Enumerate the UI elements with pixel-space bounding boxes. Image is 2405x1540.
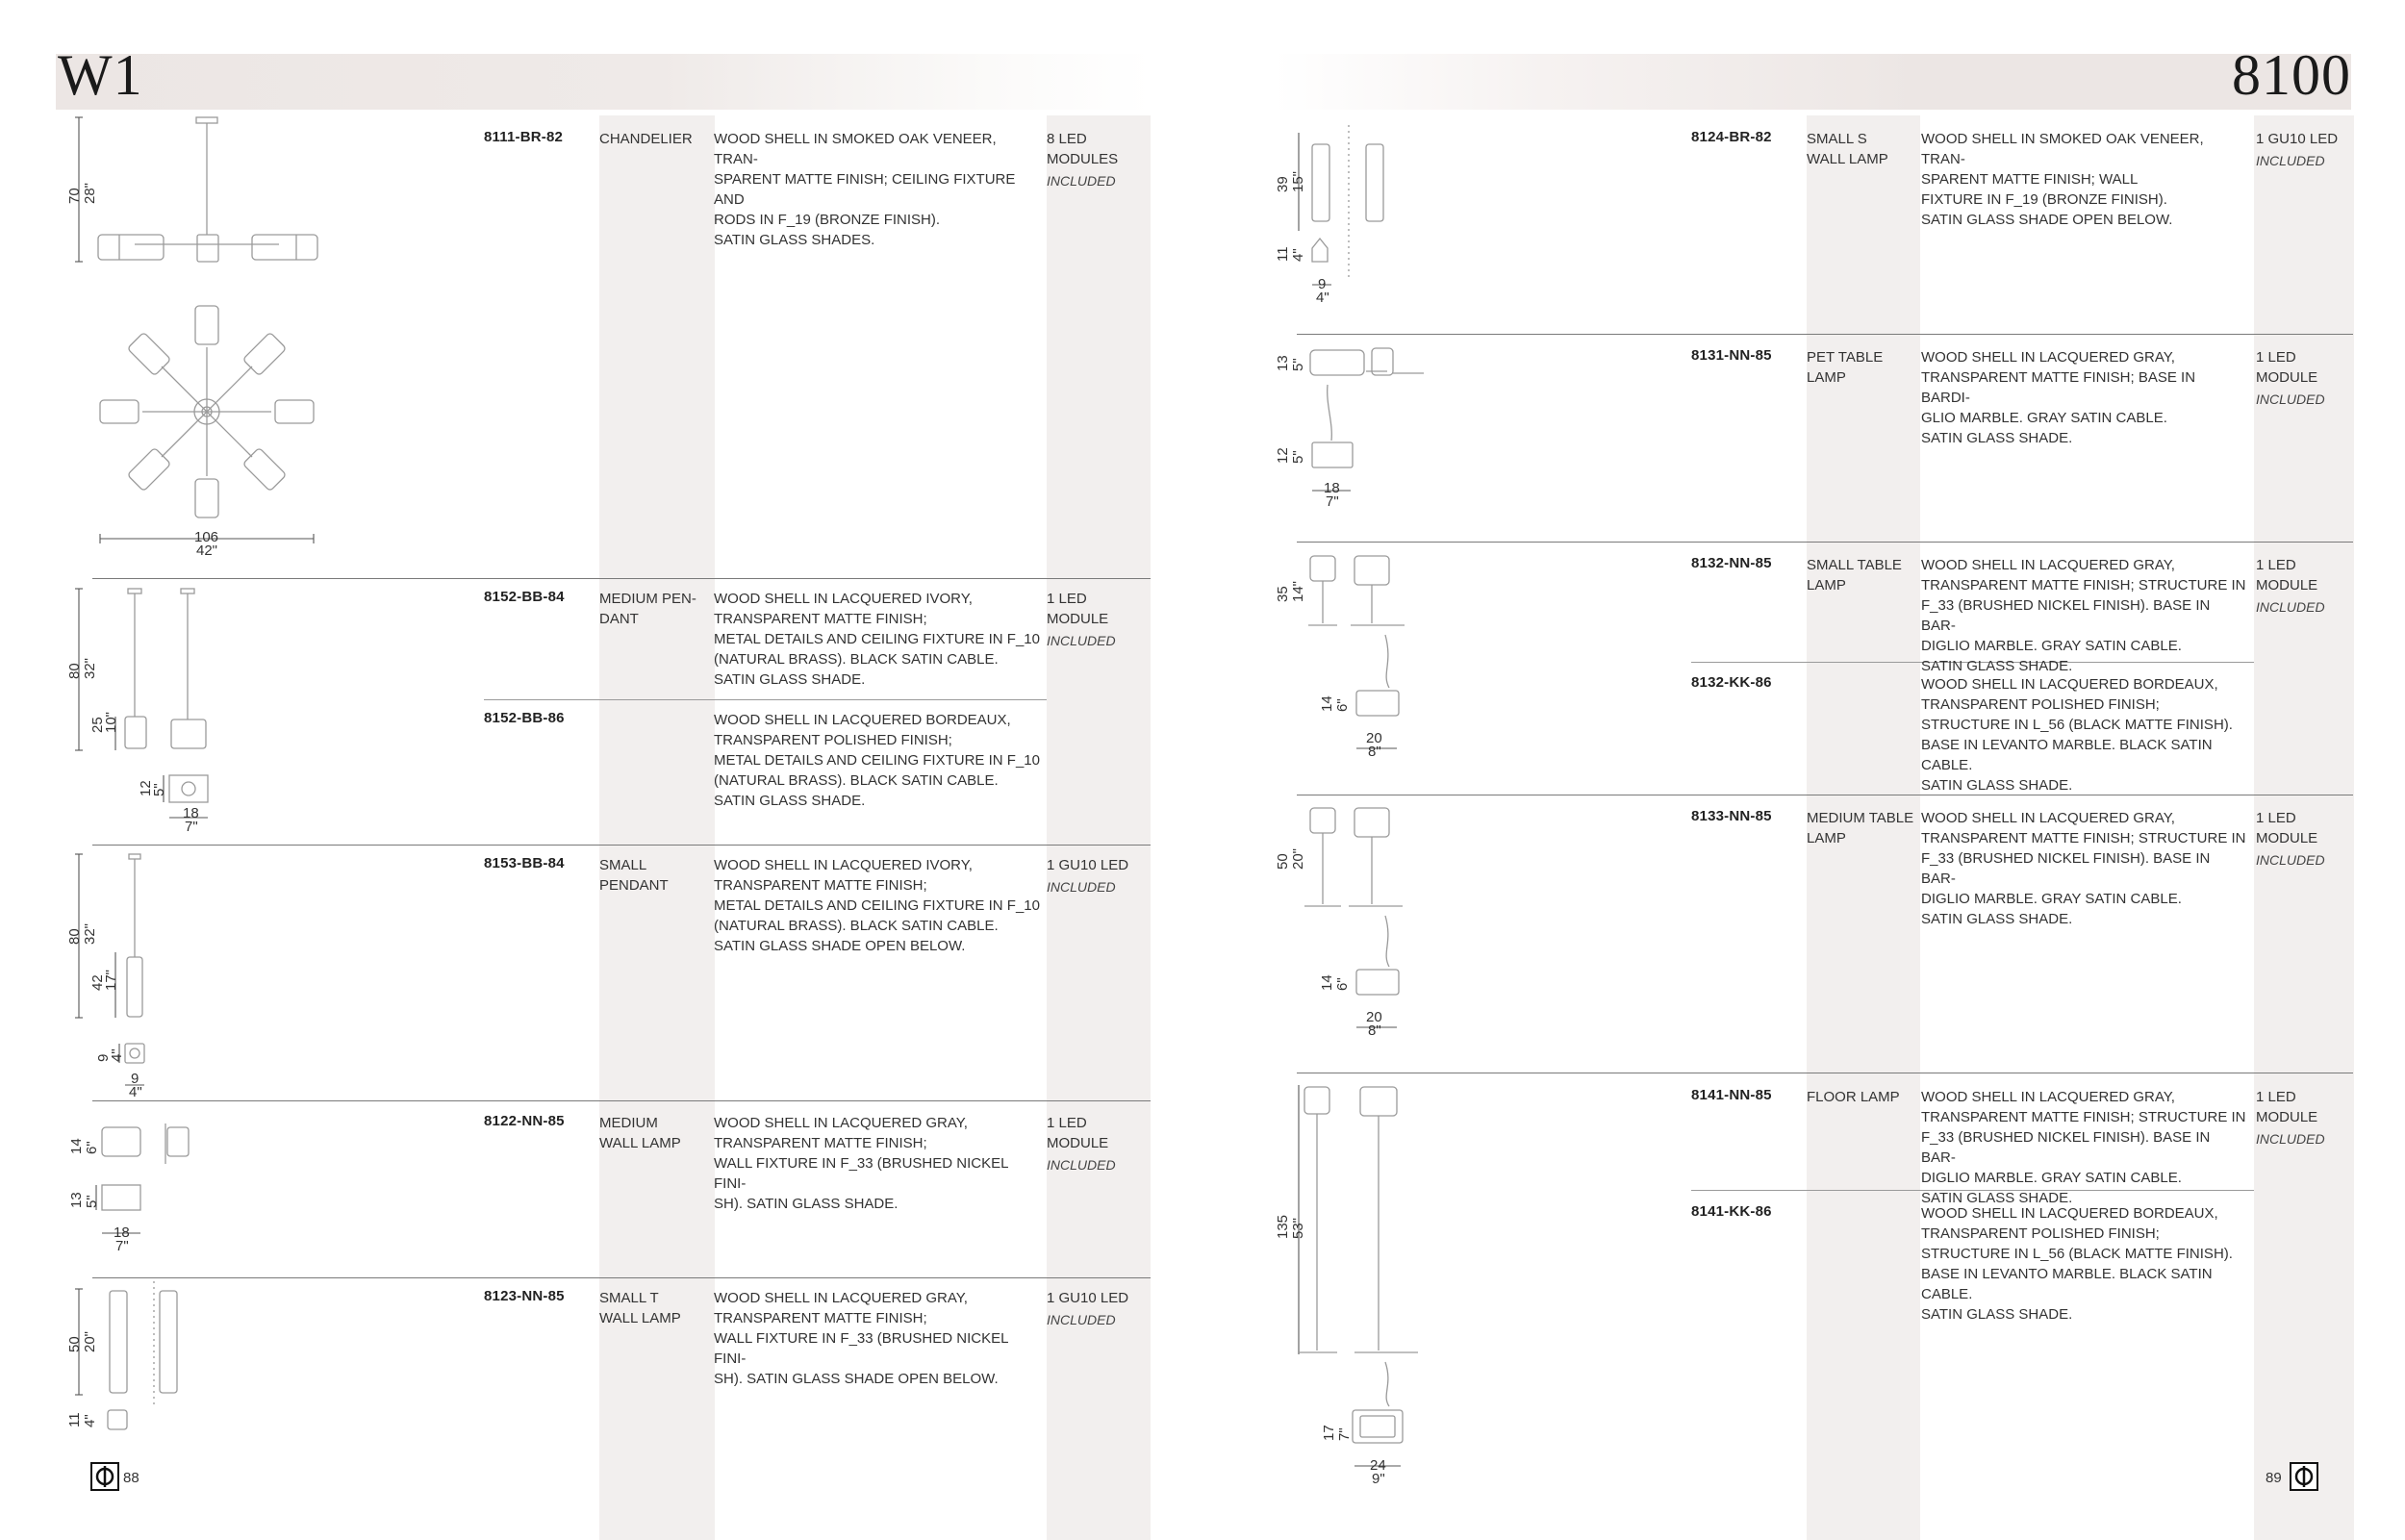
product-name: SMALL T WALL LAMP — [599, 1290, 681, 1326]
dim-chandelier-height-in: 28" — [82, 182, 98, 204]
page-number-right: 89 — [2266, 1470, 2282, 1486]
product-code: 8124-BR-82 — [1691, 129, 1772, 145]
dim-floor-h-in: 53" — [1290, 1217, 1306, 1239]
product-description: WOOD SHELL IN LACQUERED GRAY, TRANSPARENT MATTE FINISH; BASE IN BARDI- GLIO MARBLE. GRAY SATIN CABLE. SATIN GLASS SHADE. — [1921, 349, 2196, 446]
dim-small-t-wall-d-in: 4" — [82, 1414, 98, 1427]
dim-small-pendant-height: 80 — [66, 928, 83, 945]
product-code: 8122-NN-85 — [484, 1113, 565, 1129]
included-note: INCLUDED — [1047, 879, 1116, 895]
included-note: INCLUDED — [1047, 173, 1116, 189]
dim-medium-table-h: 50 — [1275, 853, 1291, 870]
light-source: 1 GU10 LED INCLUDED — [1047, 1288, 1147, 1330]
included-note: INCLUDED — [2256, 1131, 2325, 1147]
dim-medium-pendant-canopy-w-in: 7" — [185, 819, 198, 835]
dim-small-s-wall-d: 11 — [1275, 246, 1291, 262]
product-description: WOOD SHELL IN LACQUERED GRAY, TRANSPARENT MATTE FINISH; WALL FIXTURE IN F_33 (BRUSHED NICKEL FINI- SH). SATIN GLASS SHADE OPEN BELOW. — [714, 1290, 1008, 1387]
product-code: 8123-NN-85 — [484, 1288, 565, 1304]
product-name: FLOOR LAMP — [1807, 1089, 1900, 1105]
light-source: 1 LED MODULE INCLUDED — [2256, 555, 2356, 618]
included-note: INCLUDED — [2256, 153, 2325, 168]
product-description: WOOD SHELL IN LACQUERED IVORY, TRANSPARENT MATTE FINISH; METAL DETAILS AND CEILING FIXTURE IN F_10 (NATURAL BRASS). BLACK SATIN CABLE. SATIN GLASS SHADE OPEN BELOW. — [714, 857, 1040, 954]
light-source: 1 LED MODULE INCLUDED — [2256, 1087, 2356, 1149]
small-t-wall-lamp-drawing — [75, 1281, 177, 1429]
dim-medium-table-w-in: 8" — [1368, 1022, 1381, 1039]
dim-medium-pendant-shade-in: 10" — [103, 711, 119, 733]
dim-medium-pendant-height-in: 32" — [82, 657, 98, 679]
product-description: WOOD SHELL IN LACQUERED GRAY, TRANSPARENT MATTE FINISH; STRUCTURE IN F_33 (BRUSHED NICKEL FINISH). BASE IN BAR- DIGLIO MARBLE. GRAY SATIN CABLE. SATIN GLASS SHADE. — [1921, 810, 2246, 927]
dim-chandelier-width-in: 42" — [196, 543, 218, 559]
dim-chandelier-width: 106 — [194, 529, 219, 545]
dim-small-s-wall-d-in: 4" — [1290, 248, 1306, 262]
dim-medium-table-base-h: 14 — [1319, 974, 1335, 991]
dim-floor-base-h: 17 — [1321, 1425, 1337, 1441]
medium-wall-lamp-drawing — [96, 1123, 189, 1233]
included-note: INCLUDED — [1047, 1312, 1116, 1327]
product-description: WOOD SHELL IN SMOKED OAK VENEER, TRAN- SPARENT MATTE FINISH; CEILING FIXTURE AND RODS IN F_19 (BRONZE FINISH). SATIN GLASS SHADES. — [714, 131, 1016, 248]
dim-small-pendant-height-in: 32" — [82, 922, 98, 945]
included-note: INCLUDED — [1047, 633, 1116, 648]
light-source: 1 LED MODULE INCLUDED — [1047, 589, 1147, 651]
dim-small-pendant-canopy-w-in: 4" — [129, 1084, 142, 1100]
light-source: 1 GU10 LED INCLUDED — [1047, 855, 1147, 897]
product-code: 8132-KK-86 — [1691, 674, 1772, 691]
dim-small-s-wall-h: 39 — [1275, 176, 1291, 192]
dim-small-s-wall-h-in: 15" — [1290, 170, 1306, 192]
light-source: 1 LED MODULE INCLUDED — [1047, 1113, 1147, 1175]
product-name: SMALL PENDANT — [599, 857, 669, 894]
product-description: WOOD SHELL IN SMOKED OAK VENEER, TRAN- SPARENT MATTE FINISH; WALL FIXTURE IN F_19 (BRONZE FINISH). SATIN GLASS SHADE OPEN BELOW. — [1921, 131, 2204, 228]
product-name: MEDIUM PEN- DANT — [599, 591, 696, 627]
dim-pet-w: 18 — [1324, 480, 1340, 496]
medium-table-lamp-drawing — [1304, 808, 1403, 1027]
product-code: 8132-NN-85 — [1691, 555, 1772, 571]
included-note: INCLUDED — [2256, 391, 2325, 407]
dim-medium-table-w: 20 — [1366, 1009, 1382, 1025]
product-name: MEDIUM TABLE LAMP — [1807, 810, 1914, 846]
light-source: 8 LED MODULES INCLUDED — [1047, 129, 1147, 191]
product-description: WOOD SHELL IN LACQUERED BORDEAUX, TRANSPARENT POLISHED FINISH; METAL DETAILS AND CEILING FIXTURE IN F_10 (NATURAL BRASS). BLACK SATIN CABLE. SATIN GLASS SHADE. — [714, 712, 1040, 809]
dim-small-table-base-h-in: 6" — [1334, 698, 1351, 712]
dim-chandelier-height: 70 — [66, 188, 83, 204]
included-note: INCLUDED — [1047, 1157, 1116, 1173]
dim-small-table-h: 35 — [1275, 586, 1291, 602]
page-number-left: 88 — [123, 1470, 139, 1486]
dim-medium-pendant-height: 80 — [66, 663, 83, 679]
product-code: 8141-NN-85 — [1691, 1087, 1772, 1103]
dim-small-pendant-shade: 42 — [89, 974, 106, 991]
product-code: 8111-BR-82 — [484, 129, 564, 145]
pet-table-lamp-drawing — [1310, 348, 1424, 491]
product-description: WOOD SHELL IN LACQUERED GRAY, TRANSPARENT MATTE FINISH; STRUCTURE IN F_33 (BRUSHED NICKEL FINISH). BASE IN BAR- DIGLIO MARBLE. GRAY SATIN CABLE. SATIN GLASS SHADE. — [1921, 1089, 2246, 1206]
dim-medium-pendant-shade: 25 — [89, 717, 106, 733]
dim-small-pendant-canopy-h: 9 — [95, 1053, 112, 1062]
product-description: WOOD SHELL IN LACQUERED BORDEAUX, TRANSPARENT POLISHED FINISH; STRUCTURE IN L_56 (BLACK MATTE FINISH). BASE IN LEVANTO MARBLE. BLACK SATIN CABLE. SATIN GLASS SHADE. — [1921, 676, 2233, 794]
product-code: 8152-BB-86 — [484, 710, 565, 726]
small-table-lamp-drawing — [1308, 556, 1405, 748]
dim-medium-table-base-h-in: 6" — [1334, 977, 1351, 991]
series-title-left: W1 — [58, 43, 143, 107]
dim-medium-wall-w-in: 7" — [115, 1238, 129, 1254]
product-name: CHANDELIER — [599, 131, 693, 147]
dim-pet-h-in: 5" — [1290, 358, 1306, 371]
dim-small-table-h-in: 14" — [1290, 580, 1306, 602]
dim-small-t-wall-h: 50 — [66, 1336, 83, 1352]
dim-small-pendant-shade-in: 17" — [103, 969, 119, 991]
dim-small-s-wall-w-in: 4" — [1316, 290, 1329, 306]
dim-pet-base-h-in: 5" — [1290, 450, 1306, 464]
dim-floor-base-h-in: 7" — [1336, 1427, 1353, 1441]
dim-pet-w-in: 7" — [1326, 493, 1339, 510]
chandelier-plan-drawing — [100, 306, 314, 543]
oluce-logo-icon — [2290, 1462, 2318, 1491]
chandelier-side-drawing — [75, 117, 317, 262]
light-source: 1 LED MODULE INCLUDED — [2256, 347, 2356, 410]
product-code: 8131-NN-85 — [1691, 347, 1772, 364]
product-name: SMALL S WALL LAMP — [1807, 131, 1888, 167]
oluce-logo-icon — [90, 1462, 119, 1491]
product-code: 8152-BB-84 — [484, 589, 565, 605]
dim-pet-h: 13 — [1275, 355, 1291, 371]
light-source: 1 LED MODULE INCLUDED — [2256, 808, 2356, 871]
dim-floor-h: 135 — [1275, 1214, 1291, 1239]
dim-small-table-base-h: 14 — [1319, 695, 1335, 712]
dim-medium-wall-depth-in: 5" — [84, 1195, 100, 1208]
product-code: 8153-BB-84 — [484, 855, 565, 871]
product-code: 8141-KK-86 — [1691, 1203, 1772, 1220]
product-description: WOOD SHELL IN LACQUERED GRAY, TRANSPARENT MATTE FINISH; STRUCTURE IN F_33 (BRUSHED NICKEL FINISH). BASE IN BAR- DIGLIO MARBLE. GRAY SATIN CABLE. SATIN GLASS SHADE. — [1921, 557, 2246, 674]
dim-small-table-w-in: 8" — [1368, 744, 1381, 760]
dim-medium-pendant-canopy-h-in: 5" — [151, 783, 167, 796]
included-note: INCLUDED — [2256, 852, 2325, 868]
product-name: PET TABLE LAMP — [1807, 349, 1884, 386]
dim-small-t-wall-d: 11 — [66, 1412, 83, 1427]
dim-small-pendant-canopy-h-in: 4" — [109, 1048, 125, 1062]
dim-small-s-wall-w: 9 — [1318, 276, 1327, 292]
dim-small-t-wall-h-in: 20" — [82, 1330, 98, 1352]
dim-medium-table-h-in: 20" — [1290, 847, 1306, 870]
dim-medium-wall-w: 18 — [114, 1224, 130, 1241]
dim-medium-wall-depth: 13 — [68, 1192, 85, 1208]
small-s-wall-lamp-drawing — [1299, 125, 1383, 285]
dim-small-pendant-canopy-w: 9 — [131, 1071, 139, 1087]
product-description: WOOD SHELL IN LACQUERED IVORY, TRANSPARENT MATTE FINISH; METAL DETAILS AND CEILING FIXTURE IN F_10 (NATURAL BRASS). BLACK SATIN CABLE. SATIN GLASS SHADE. — [714, 591, 1040, 688]
light-source: 1 GU10 LED INCLUDED — [2256, 129, 2356, 171]
product-name: MEDIUM WALL LAMP — [599, 1115, 681, 1151]
included-note: INCLUDED — [2256, 599, 2325, 615]
dim-small-table-w: 20 — [1366, 730, 1382, 746]
product-description: WOOD SHELL IN LACQUERED BORDEAUX, TRANSPARENT POLISHED FINISH; STRUCTURE IN L_56 (BLACK MATTE FINISH). BASE IN LEVANTO MARBLE. BLACK SATIN CABLE. SATIN GLASS SHADE. — [1921, 1205, 2233, 1323]
dim-floor-w-in: 9" — [1372, 1471, 1385, 1487]
dim-medium-wall-h-in: 6" — [84, 1141, 100, 1154]
product-code: 8133-NN-85 — [1691, 808, 1772, 824]
floor-lamp-drawing — [1299, 1085, 1418, 1466]
series-title-right: 8100 — [2232, 43, 2351, 107]
dim-pet-base-h: 12 — [1275, 447, 1291, 464]
product-description: WOOD SHELL IN LACQUERED GRAY, TRANSPARENT MATTE FINISH; WALL FIXTURE IN F_33 (BRUSHED NICKEL FINI- SH). SATIN GLASS SHADE. — [714, 1115, 1008, 1212]
dim-medium-wall-h: 14 — [68, 1138, 85, 1154]
dim-medium-pendant-canopy-h: 12 — [138, 780, 154, 796]
dim-medium-pendant-canopy-w: 18 — [183, 805, 199, 821]
product-name: SMALL TABLE LAMP — [1807, 557, 1902, 593]
dim-floor-w: 24 — [1370, 1457, 1386, 1474]
